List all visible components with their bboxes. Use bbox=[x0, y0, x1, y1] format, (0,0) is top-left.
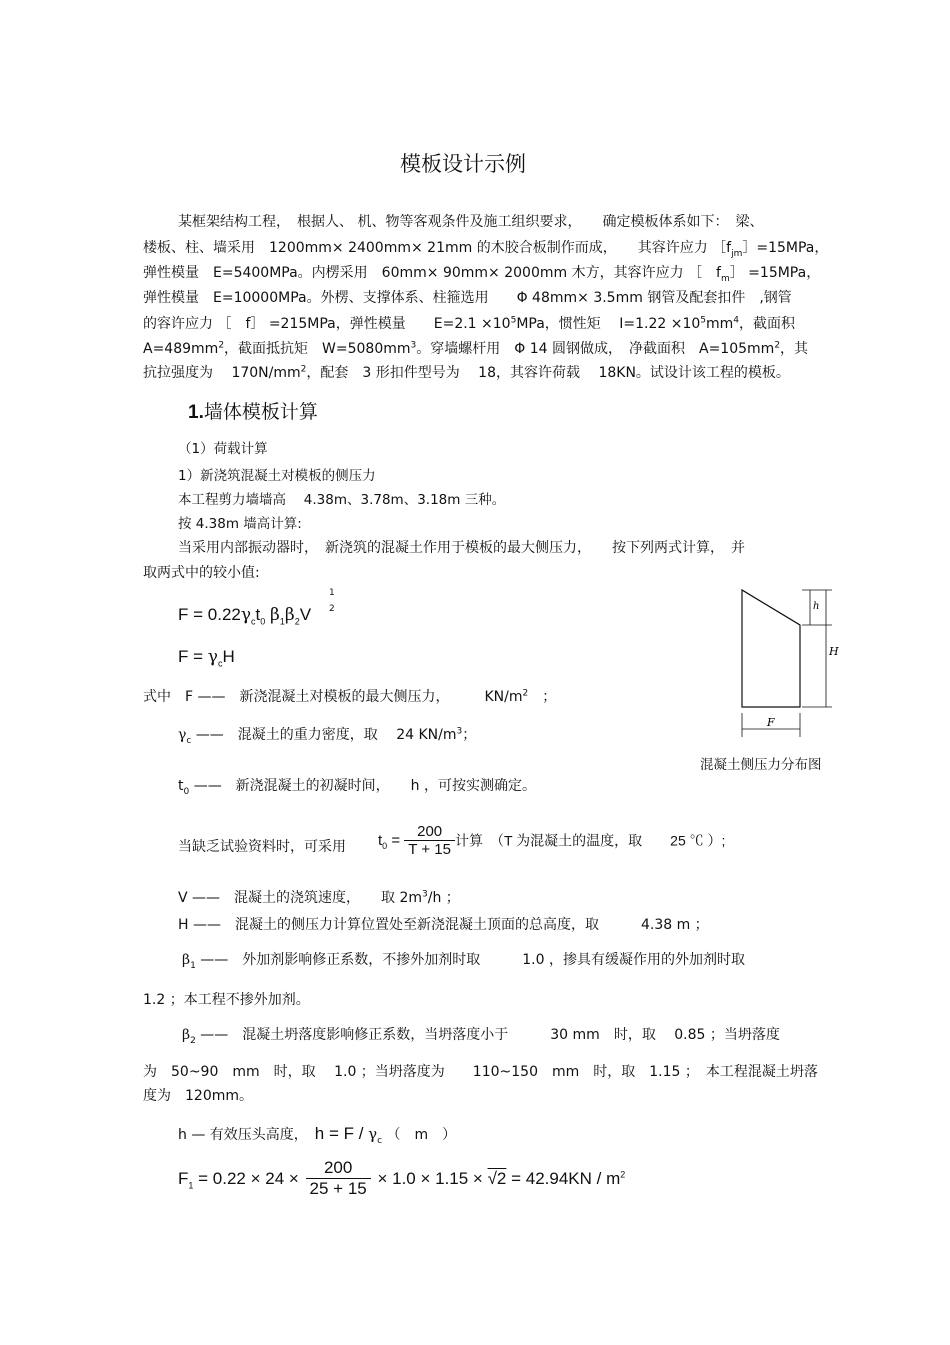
def-beta2: $\beta_2$ —— 混凝土坍落度影响修正系数，当坍落度小于 30 mm 时，取 0.85 ；当坍落度 bbox=[182, 1027, 780, 1046]
subsection-heading: （1）荷载计算 bbox=[178, 441, 268, 457]
vibrator-text-1: 当采用内部振动器时， 新浇筑的混凝土作用于模板的最大侧压力， 按下列两式计算， 并 bbox=[178, 540, 745, 556]
calc-F1: $F_1 = 0.22 \times 24$ × $\frac{200}{25 + 15}$ × $1.0 \times 1.15 \times √2 = 42.94KN / m^2$ bbox=[178, 1158, 626, 1198]
pressure-distribution-diagram bbox=[730, 585, 845, 740]
def-t0: $t_0$ —— 新浇混凝土的初凝时间， h ，可按实测确定。 bbox=[178, 778, 537, 797]
intro-line-2: 楼板、柱、墙采用 1200mm× 2400mm× 21mm 的木胶合板制作而成， 其容许应力 $[f_{jm}]=15MPa$， bbox=[143, 240, 829, 259]
def-beta2-cont-2: 度为 120mm。 bbox=[143, 1088, 253, 1104]
wall-height-text: 本工程剪力墙墙高 4.38m、3.78m、3.18m 三种。 bbox=[178, 492, 506, 508]
def-gamma-c: $\gamma_c$ —— 混凝土的重力密度，取 24 $KN/m^3$； bbox=[178, 726, 477, 746]
label-h: h bbox=[813, 601, 820, 612]
formula-exponent-den: 2 bbox=[329, 604, 335, 614]
def-h: h — 有效压头高度， $h = F / \gamma_c$ （ m ） bbox=[178, 1124, 457, 1146]
intro-line-7: 抗拉强度为 $170N/mm^2$，配套 3 形扣件型号为 18，其容许荷载 18KN。试设计该工程的模板。 bbox=[143, 364, 790, 381]
section-heading: 1.墙体模板计算 bbox=[188, 401, 318, 423]
intro-line-6: $A=489mm^2$，截面抵抗矩 $W=5080mm^3$。穿墙螺杆用 Φ 14 圆钢做成， 净截面积 $A=105mm^2$，其 bbox=[143, 340, 809, 357]
def-H: H —— 混凝土的侧压力计算位置处至新浇混凝土顶面的总高度，取 4.38 m ； bbox=[178, 917, 709, 933]
def-beta2-cont-1: 为 50~90 mm 时，取 1.0 ；当坍落度为 110~150 mm 时，取 1.15 ； 本工程混凝土坍落 bbox=[143, 1064, 818, 1080]
def-V: V —— 混凝土的浇筑速度， 取 $2m^3/h$ ； bbox=[178, 889, 460, 906]
calc-basis-text: 按 4.38m 墙高计算: bbox=[178, 516, 302, 532]
intro-line-3: 弹性模量 E=5400MPa。内楞采用 60mm× 90mm× 2000mm 木方，其容许应力 ［ $f_m] =15MPa$， bbox=[143, 265, 821, 284]
vibrator-text-2: 取两式中的较小值: bbox=[143, 565, 260, 581]
def-beta1-cont: 1.2 ；本工程不掺外加剂。 bbox=[143, 992, 310, 1008]
diagram-caption: 混凝土侧压力分布图 bbox=[700, 757, 822, 773]
page-title: 模板设计示例 bbox=[400, 152, 526, 176]
sub-subsection-heading: 1）新浇筑混凝土对模板的侧压力 bbox=[178, 468, 376, 484]
t0-formula: $t_0$ = $\frac{200}{T + 15}$ 计算 （T 为混凝土的温度，取 25 ℃ ）; bbox=[378, 823, 726, 858]
def-beta1: $\beta_1$ —— 外加剂影响修正系数，不掺外加剂时取 1.0 ，掺具有缓凝作用的外加剂时取 bbox=[182, 952, 745, 971]
formula-max-pressure: $F = 0.22\gamma_ct_0$ $\beta_1\beta_2V$ bbox=[178, 605, 312, 627]
label-F: F bbox=[767, 716, 775, 729]
formula-pressure-head: $F = \gamma_cH$ bbox=[178, 647, 235, 669]
formula-exponent-num: 1 bbox=[329, 588, 335, 598]
label-H: H bbox=[829, 645, 839, 658]
t0-formula-intro: 当缺乏试验资料时，可采用 bbox=[178, 839, 346, 855]
intro-line-5: 的容许应力 ［ f］ =215MPa，弹性模量 $E=2.1 \times 10^5MPa$，惯性矩 $I=1.22 \times 10^5mm^4$，截面积 bbox=[143, 315, 796, 332]
intro-line-4: 弹性模量 E=10000MPa。外楞、支撑体系、柱箍选用 Φ 48mm× 3.5mm 钢管及配套扣件 ,钢管 bbox=[143, 290, 792, 306]
intro-line-1: 某框架结构工程， 根据人、 机、物等客观条件及施工组织要求， 确定模板体系如下： 梁、 bbox=[178, 214, 764, 230]
def-F: 式中 F —— 新浇混凝土对模板的最大侧压力， $KN/m^2$ ； bbox=[143, 688, 557, 705]
